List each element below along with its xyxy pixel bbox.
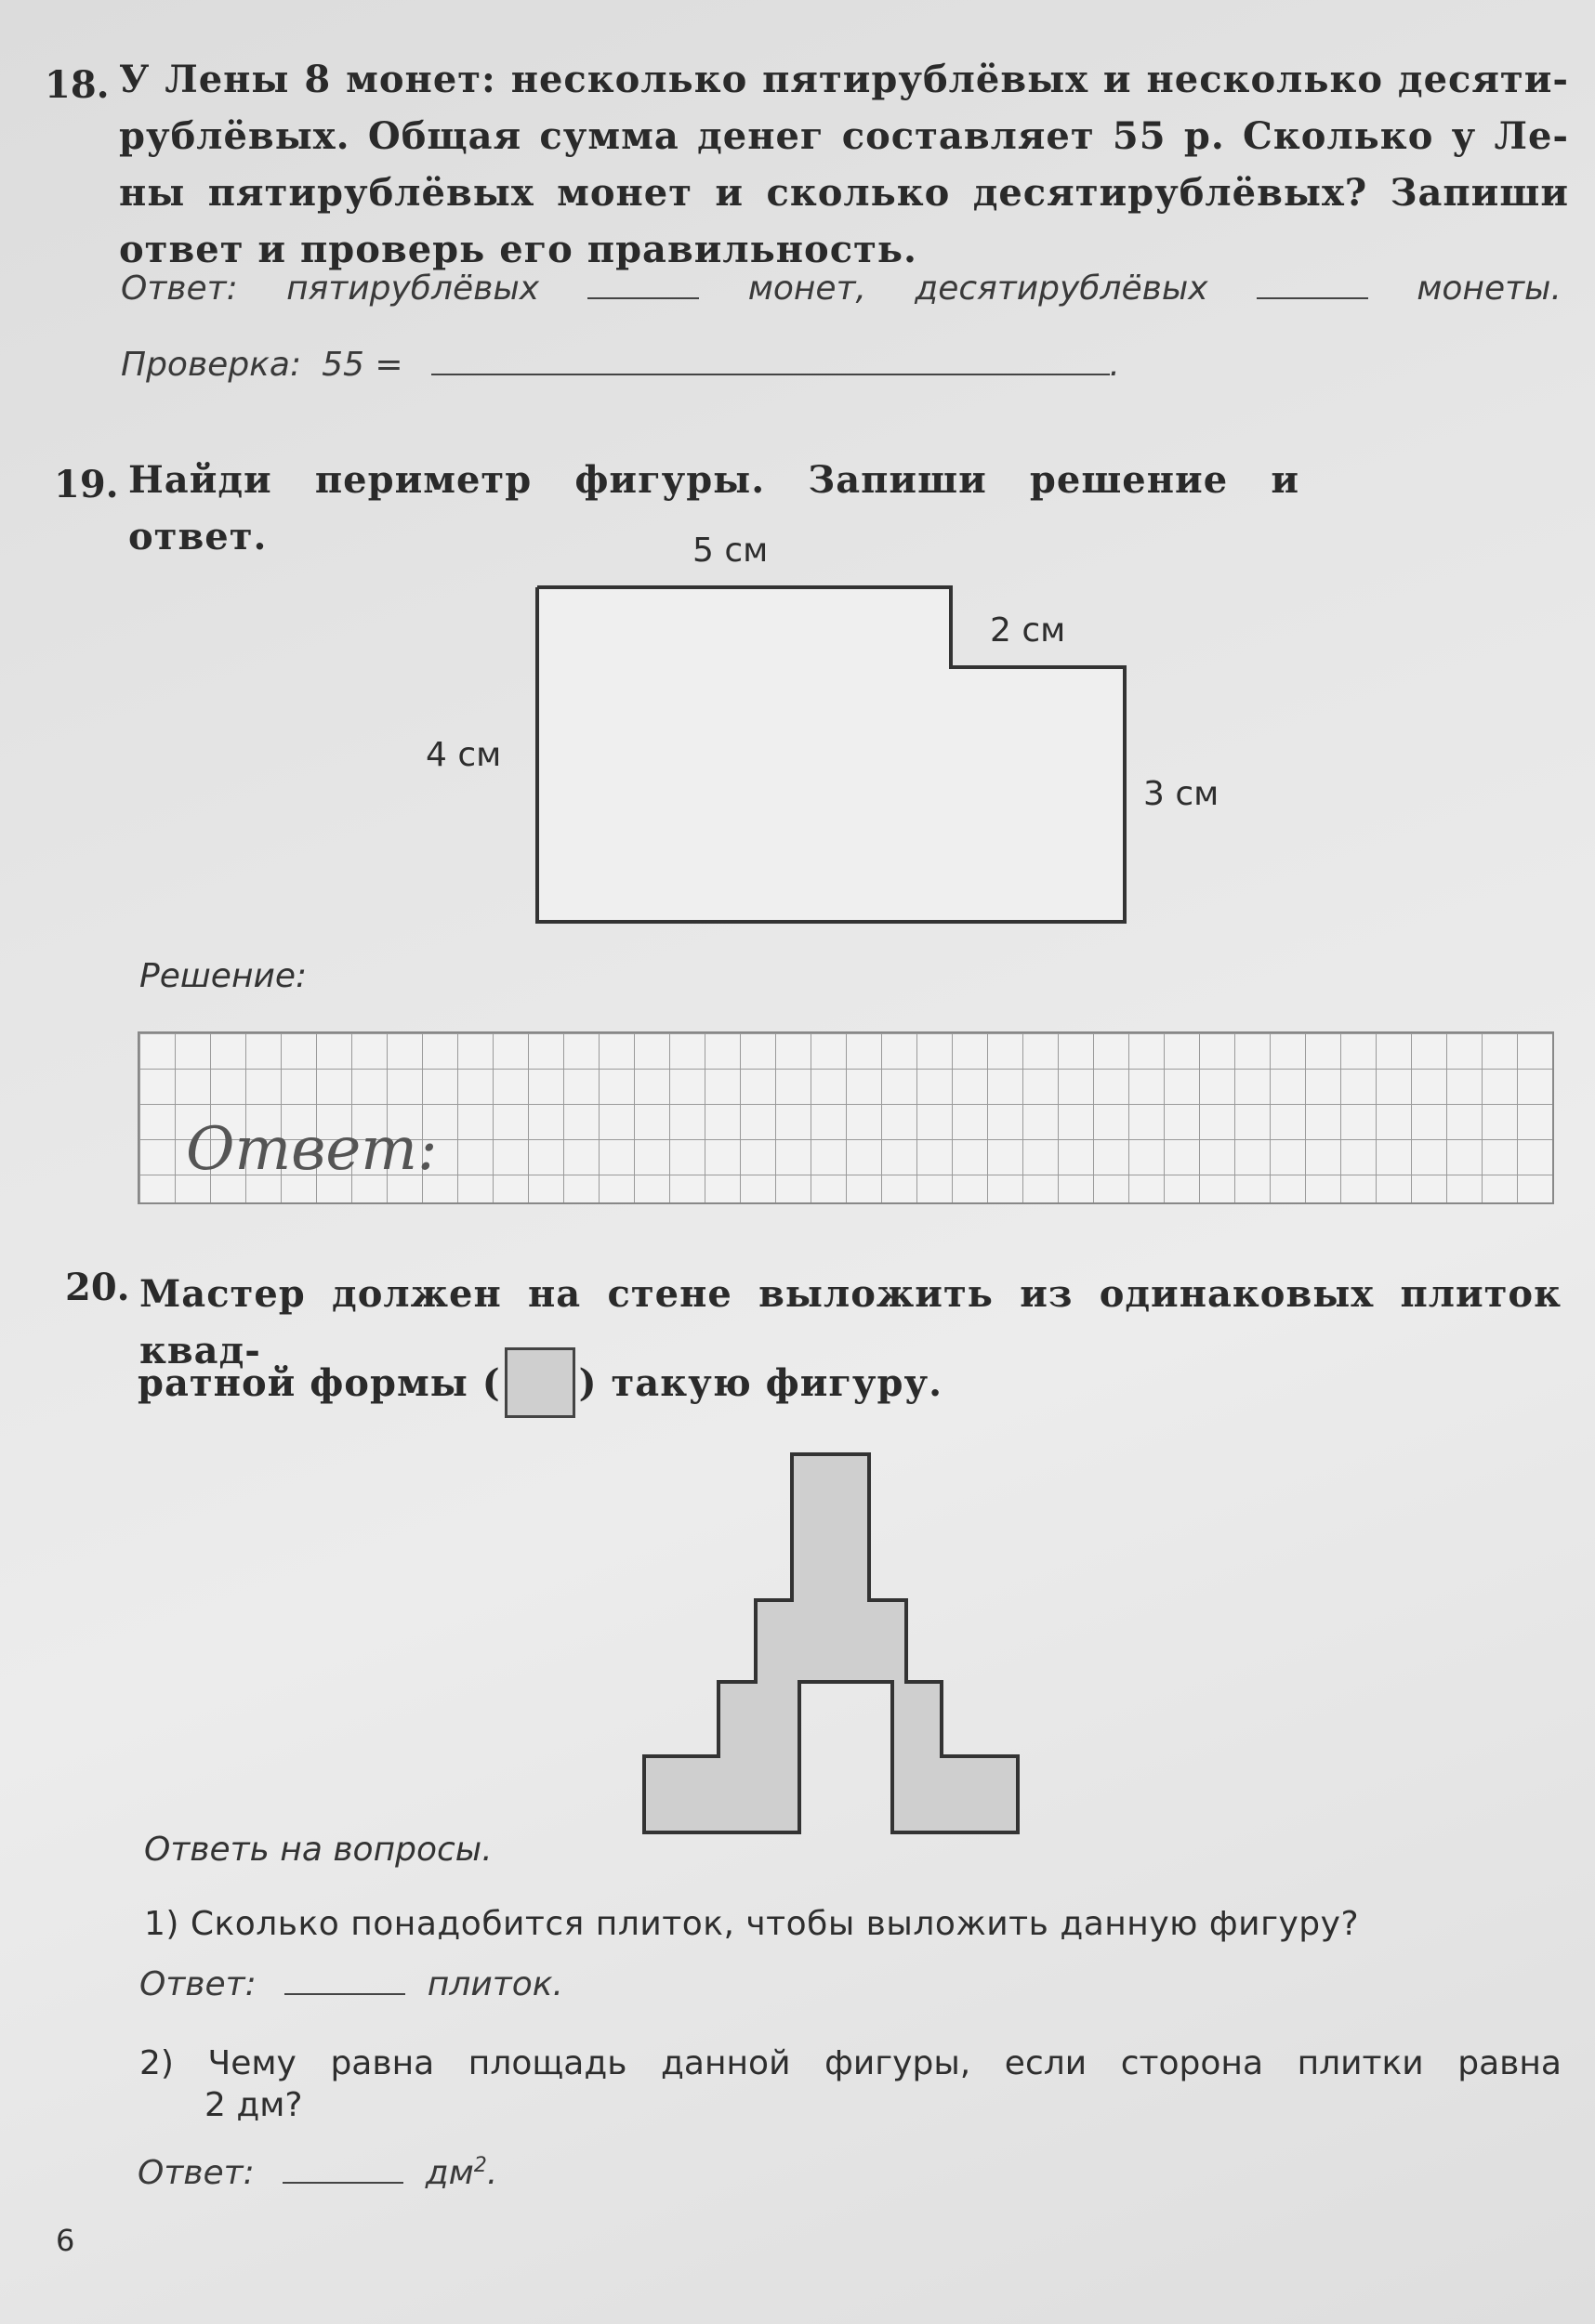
task-19-text: Найди периметр фигуры. Запиши решение и ответ. [128, 458, 1299, 558]
task-18-check-row [121, 346, 1120, 384]
check-end: . [1109, 346, 1120, 384]
task-18-text [119, 51, 1569, 278]
answer-label: Ответ: [121, 269, 238, 308]
coins-label: монет, [747, 269, 866, 308]
ten-ruble-label: десятирублёвых [915, 269, 1208, 308]
five-ruble-label: пятирублёвых [286, 269, 540, 308]
solution-label: Решение: [139, 957, 308, 995]
dim-top: 5 см [692, 532, 769, 570]
question-2-line-1: 2) Чему равна площадь данной фигуры, если сторона плитки равна [139, 2044, 1562, 2082]
questions-label: Ответь на вопросы. [144, 1831, 493, 1869]
task-19-number: 19. [54, 463, 119, 506]
task-20-line-2-before: ратной формы ( [138, 1360, 501, 1405]
q2-unit [426, 2154, 498, 2192]
tile-figure [637, 1450, 1027, 1840]
q2-end: . [486, 2154, 498, 2192]
ten-ruble-blank[interactable] [1257, 294, 1368, 299]
q1-answer-blank[interactable] [284, 1989, 405, 1995]
handwritten-answer-label: Ответ: [186, 1115, 438, 1184]
q2-answer-label: Ответ: [138, 2154, 255, 2192]
dim-right: 3 см [1143, 775, 1219, 813]
task-18-line: рублёвых. Общая сумма денег составляет 55 р. Сколько у Ле- [119, 114, 1569, 158]
dim-left: 4 см [426, 736, 502, 774]
check-expression: 55 = [322, 346, 403, 384]
q1-unit: плиток. [427, 1965, 563, 2003]
task-18-line: У Лены 8 монет: несколько пятирублёвых и несколько десяти- [119, 58, 1569, 101]
tile-figure-shape [644, 1454, 1018, 1832]
q1-answer-label: Ответ: [139, 1965, 257, 2003]
task-18-answer-row [121, 269, 1562, 308]
task-18-line: ны пятирублёвых монет и сколько десятирублёвых? Запиши [119, 171, 1569, 215]
task-20-number: 20. [65, 1266, 130, 1309]
dim-step: 2 см [990, 611, 1066, 650]
task-20-line-2 [138, 1347, 942, 1418]
task-20-line-1: Мастер должен на стене выложить из одинаковых плиток квад- [139, 1272, 1562, 1372]
q2-answer-blank[interactable] [283, 2178, 403, 2184]
task-18-line: ответ и проверь его правильность. [119, 228, 917, 271]
question-1-answer-row [139, 1965, 563, 2003]
check-blank[interactable] [431, 370, 1110, 375]
task-18-number: 18. [45, 63, 110, 107]
task-20-line-2-after: ) такую фигуру. [578, 1360, 942, 1405]
question-1: 1) Сколько понадобится плиток, чтобы выложить данную фигуру? [144, 1905, 1360, 1943]
check-label: Проверка: [121, 346, 302, 384]
q2-unit-text: дм [425, 2154, 474, 2192]
page-number: 6 [56, 2223, 75, 2258]
five-ruble-blank[interactable] [587, 294, 699, 299]
q2-unit-sup: 2 [473, 2154, 487, 2177]
square-tile-icon [505, 1347, 575, 1418]
question-2-line-2: 2 дм? [204, 2086, 303, 2124]
coins-label-2: монеты. [1417, 269, 1562, 308]
question-2-answer-row [138, 2154, 497, 2192]
